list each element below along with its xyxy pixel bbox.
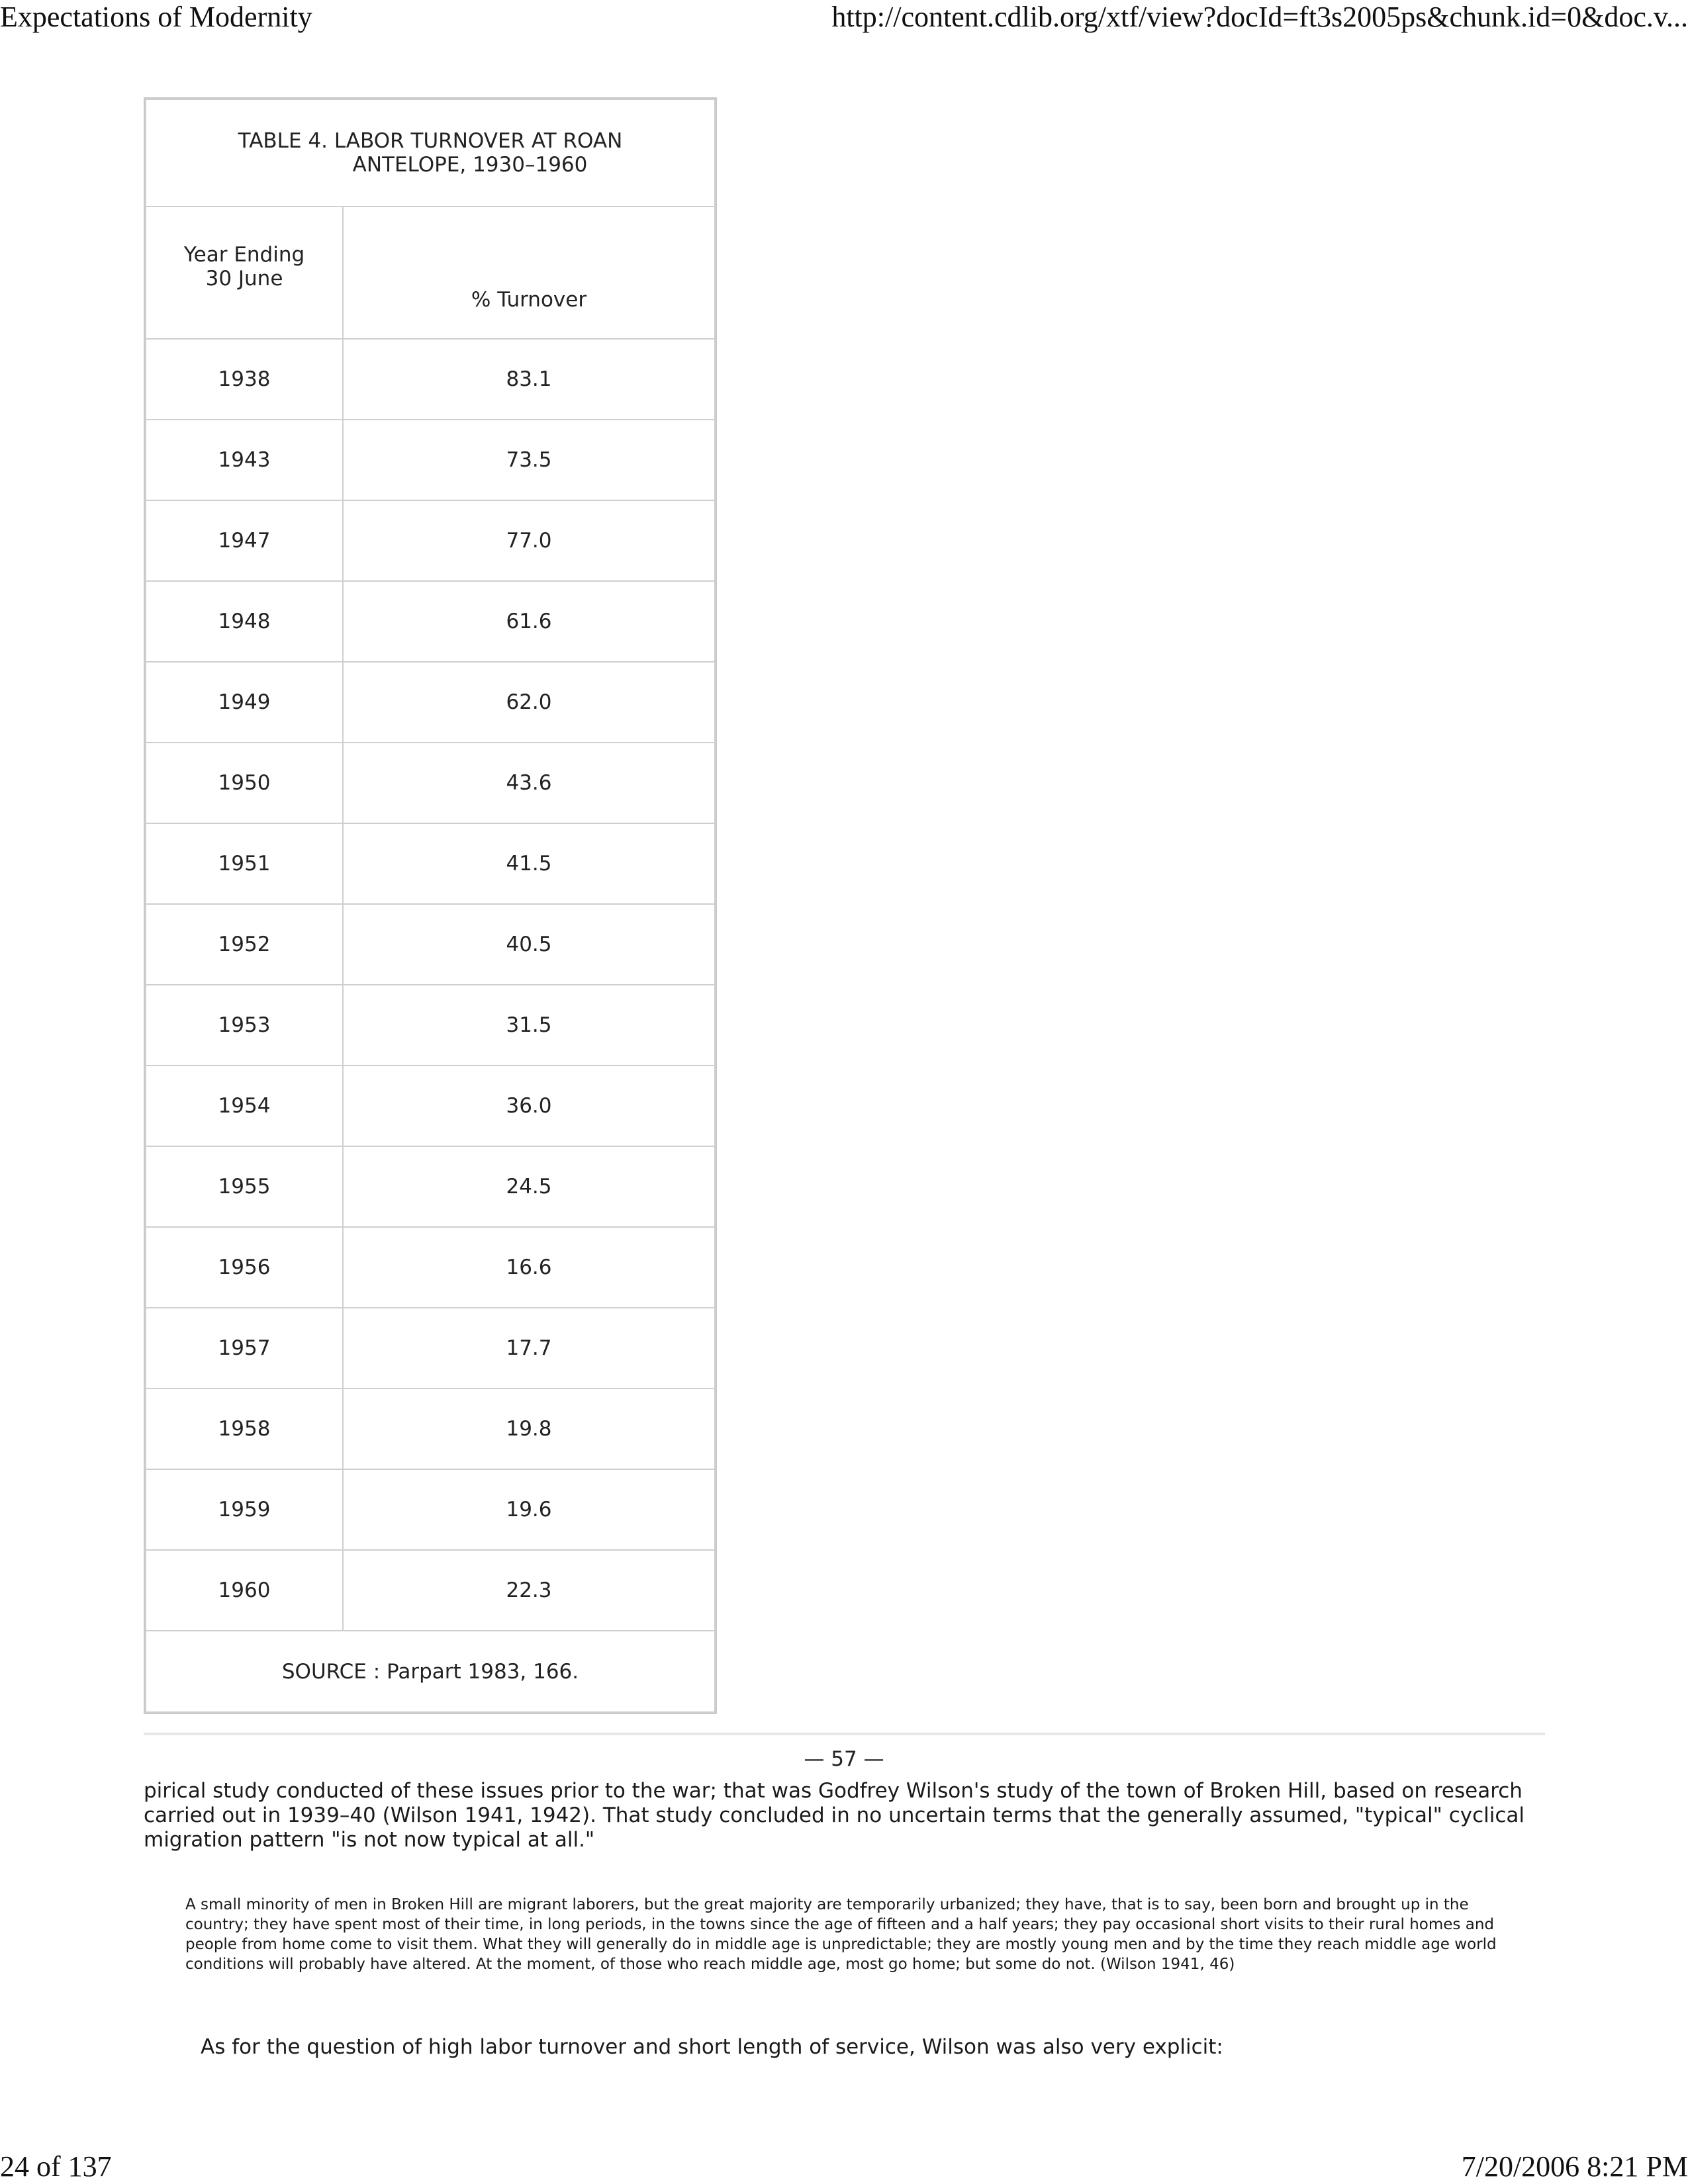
table-row — [146, 823, 715, 904]
table-row — [146, 1066, 715, 1146]
cell-year: 1959 — [146, 1469, 343, 1550]
table-row — [146, 581, 715, 662]
table-row — [146, 743, 715, 823]
table-row — [146, 1550, 715, 1631]
column-header-turnover: % Turnover — [343, 206, 715, 339]
cell-turnover: 40.5 — [343, 904, 715, 985]
data-table — [145, 99, 716, 1713]
body-paragraph-2: As for the question of high labor turnover and short length of service, Wilson was also very explicit: — [201, 2035, 1223, 2059]
page-number: — 57 — — [804, 1747, 884, 1771]
body-paragraph-1: pirical study conducted of these issues prior to the war; that was Godfrey Wilson's study of the town of Broken Hill, based on research carried out in 1939–40 (Wilson 1941, 1942). That study concluded in no uncertain terms that the generally assumed, "typical" cyclical migration pattern "is not now typical at all." — [144, 1779, 1525, 1852]
cell-year: 1949 — [146, 662, 343, 743]
table-source-row — [146, 1631, 715, 1712]
table-row — [146, 1308, 715, 1388]
cell-turnover: 73.5 — [343, 420, 715, 500]
table-row — [146, 1227, 715, 1308]
cell-year: 1950 — [146, 743, 343, 823]
cell-year: 1957 — [146, 1308, 343, 1388]
table-row — [146, 500, 715, 581]
cell-turnover: 36.0 — [343, 1066, 715, 1146]
page-divider — [144, 1733, 1545, 1735]
cell-year: 1960 — [146, 1550, 343, 1631]
table-row — [146, 1146, 715, 1227]
cell-turnover: 17.7 — [343, 1308, 715, 1388]
cell-turnover: 77.0 — [343, 500, 715, 581]
cell-turnover: 41.5 — [343, 823, 715, 904]
cell-year: 1943 — [146, 420, 343, 500]
table-caption-line2: ANTELOPE, 1930–1960 — [352, 153, 588, 177]
cell-turnover: 19.8 — [343, 1388, 715, 1469]
cell-year: 1954 — [146, 1066, 343, 1146]
print-footer-page-count: 24 of 137 — [0, 2150, 112, 2183]
labor-turnover-table — [144, 97, 717, 1714]
table-row — [146, 662, 715, 743]
cell-year: 1956 — [146, 1227, 343, 1308]
table-row — [146, 904, 715, 985]
table-row — [146, 985, 715, 1066]
cell-turnover: 22.3 — [343, 1550, 715, 1631]
print-header-url: http://content.cdlib.org/xtf/view?docId=ft3s2005ps&chunk.id=0&doc.v... — [831, 1, 1688, 33]
table-caption — [146, 99, 715, 206]
table-row — [146, 1469, 715, 1550]
cell-year: 1951 — [146, 823, 343, 904]
print-footer-datetime: 7/20/2006 8:21 PM — [1461, 2150, 1688, 2183]
table-row — [146, 1388, 715, 1469]
cell-year: 1952 — [146, 904, 343, 985]
table-row — [146, 339, 715, 420]
cell-year: 1938 — [146, 339, 343, 420]
cell-year: 1947 — [146, 500, 343, 581]
cell-year: 1953 — [146, 985, 343, 1066]
cell-year: 1955 — [146, 1146, 343, 1227]
cell-year: 1948 — [146, 581, 343, 662]
table-caption-line1: TABLE 4. LABOR TURNOVER AT ROAN — [238, 129, 623, 153]
cell-turnover: 61.6 — [343, 581, 715, 662]
column-header-year — [146, 206, 343, 339]
cell-year: 1958 — [146, 1388, 343, 1469]
cell-turnover: 83.1 — [343, 339, 715, 420]
print-header-title: Expectations of Modernity — [0, 1, 312, 33]
table-row — [146, 420, 715, 500]
column-header-year-line1: Year Ending — [183, 243, 305, 267]
cell-turnover: 31.5 — [343, 985, 715, 1066]
column-header-year-line2: 30 June — [205, 267, 283, 291]
cell-turnover: 43.6 — [343, 743, 715, 823]
cell-turnover: 19.6 — [343, 1469, 715, 1550]
cell-turnover: 24.5 — [343, 1146, 715, 1227]
cell-turnover: 16.6 — [343, 1227, 715, 1308]
table-source: SOURCE : Parpart 1983, 166. — [146, 1631, 715, 1712]
block-quote: A small minority of men in Broken Hill are migrant laborers, but the great majority are temporarily urbanized; they have, that is to say, been born and brought up in the country; they have spent most of their time, in long periods, in the towns since the age of fifteen and a half years; they pay occasional short visits to their rural homes and people from home come to visit them. What they will generally do in middle age is unpredictable; they are mostly young men and by the time they reach middle age world conditions will probably have altered. At the moment, of those who reach middle age, most go home; but some do not. (Wilson 1941, 46) — [185, 1896, 1497, 1973]
cell-turnover: 62.0 — [343, 662, 715, 743]
